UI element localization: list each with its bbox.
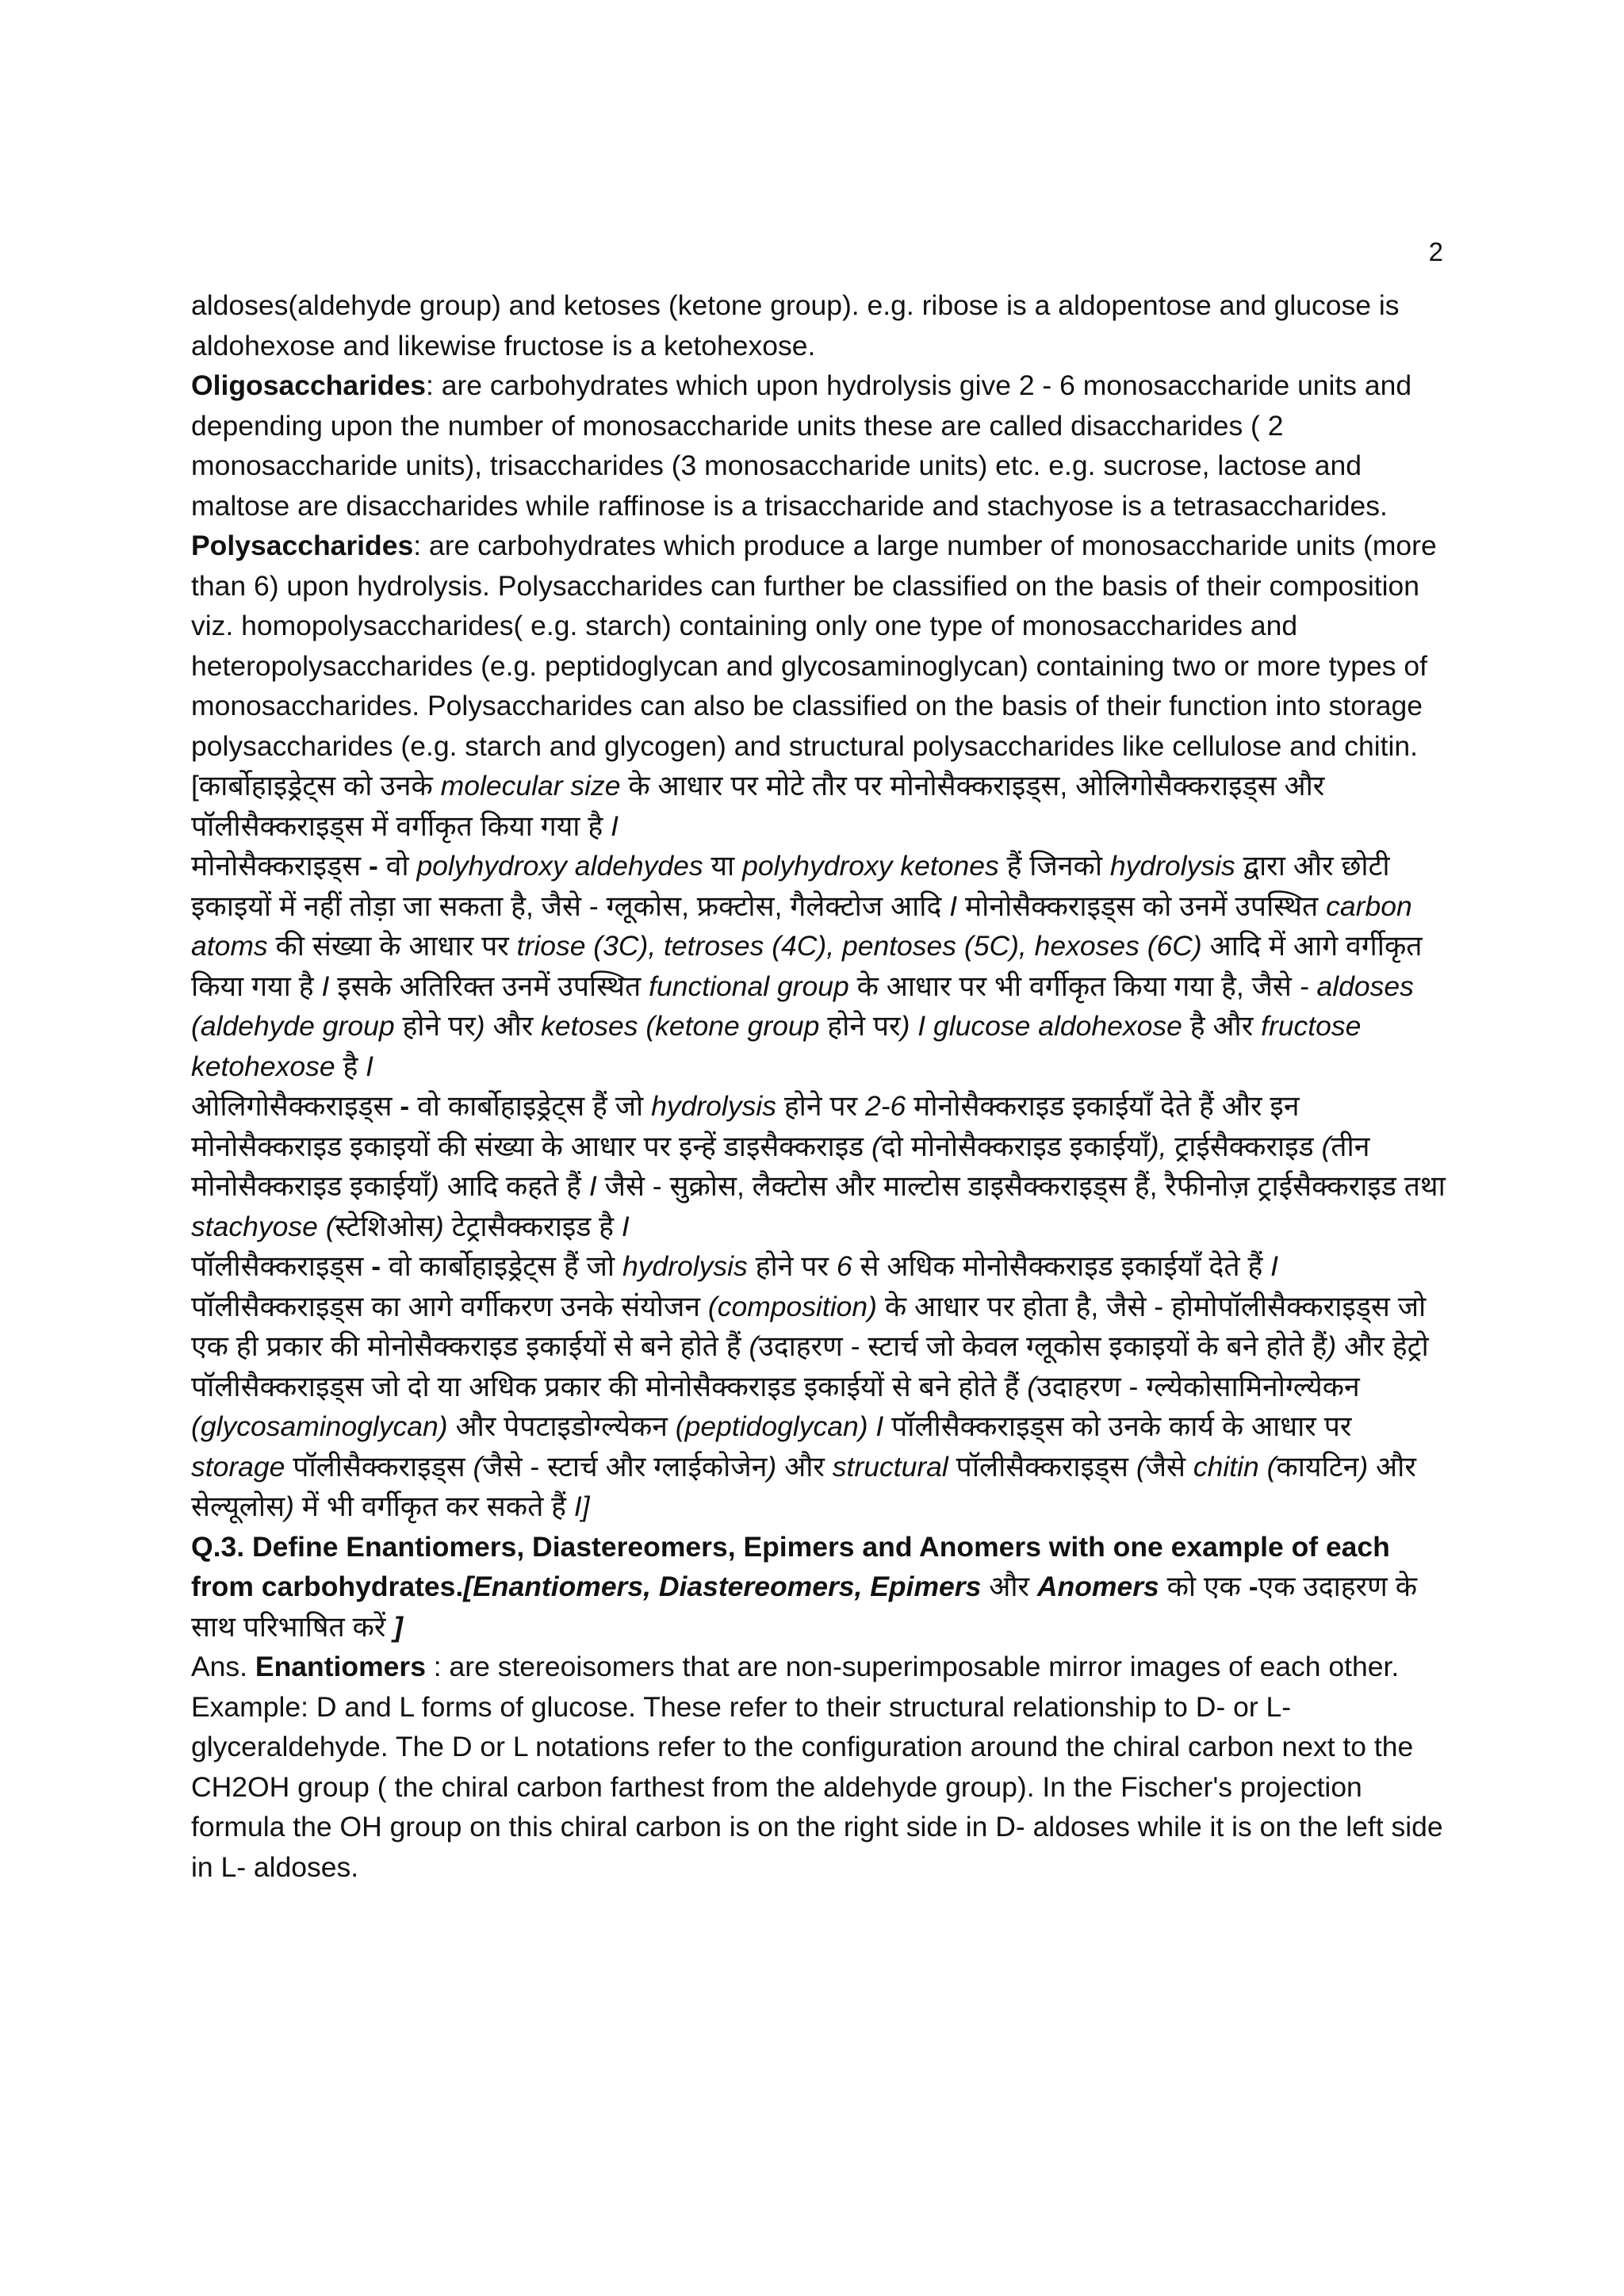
text-span: ) I glucose aldohexose (900, 1010, 1182, 1042)
text-span: पॉलीसैक्कराइड्स (948, 1450, 1136, 1483)
text-span: एक उदाहरण के साथ परिभाषित करें (191, 1571, 1417, 1643)
text-span: ) (767, 1450, 777, 1483)
text-span: ट्राईसैक्कराइड (1166, 1130, 1322, 1162)
text-span: stachyose ( (191, 1210, 335, 1242)
text-span: I (366, 1050, 374, 1082)
paragraph-monosaccharide-types (191, 285, 1452, 365)
paragraph-hindi-polysaccharides (191, 1246, 1452, 1527)
text-span: और (981, 1571, 1037, 1602)
text-span: - (400, 1090, 410, 1122)
text-span: द्वारा और छोटी इकाइयों में नहीं तोड़ा जा सकता है, जैसे - ग्लूकोस, फ्रक्टोस, गैलेक्टोज आदि (191, 850, 1390, 922)
text-span: ( (473, 1450, 483, 1483)
text-span: और (485, 1010, 542, 1042)
text-span: वो कार्बोहाइड्रेट्स हैं जो (381, 1250, 622, 1282)
text-span: और (776, 1450, 833, 1483)
text-span: polyhydroxy aldehydes (416, 850, 703, 882)
text-span: (composition) (707, 1290, 877, 1322)
text-span: की संख्या के आधार पर (267, 930, 517, 962)
text-span: जैसे (1145, 1450, 1193, 1483)
text-span: ( (871, 1130, 881, 1162)
text-span: fructose ketohexose (191, 1010, 1362, 1082)
text-span: मोनोसैक्कराइड्स (191, 850, 369, 882)
text-span: I (611, 809, 619, 842)
term-polysaccharides: Polysaccharides (191, 530, 414, 561)
text-span: - (1248, 1571, 1258, 1602)
paragraph-hindi-intro (191, 766, 1452, 846)
text-span: वो कार्बोहाइड्रेट्स हैं जो (409, 1090, 652, 1122)
text-span: मोनोसैक्कराइड इकाईयाँ देते हैं और इन मोनोसैक्कराइड इकाइयों की संख्या के आधार पर इन्हें डाइसैक्कराइड (191, 1090, 1300, 1162)
text-span: स्टेशिओस (335, 1210, 435, 1242)
text-span: के आधार पर होता है, जैसे - होमोपॉलीसैक्कराइड्स जो एक ही प्रकार की मोनोसैक्कराइड इकाईयों से बने होते हैं (191, 1290, 1427, 1362)
term-enantiomers: Enantiomers (255, 1651, 426, 1682)
text-span: ) (434, 1210, 444, 1242)
text-span: I (949, 890, 958, 922)
text-span: : are stereoisomers that are non-superimposable mirror images of each other. Example: D and L forms of glucose. These refer to their structural relationship to D- or L-glyceraldehyde. The D or L notations refer to the configuration around the chiral carbon next to the CH2OH group ( the chiral carbon farthest from the aldehyde group). In the Fischer's projection formula the OH group on this chiral carbon is on the right side in D- aldoses while it is on the left side in L- aldoses. (191, 1651, 1443, 1883)
question-text: Q.3. Define Enantiomers, Diastereomers, Epimers and Anomers with one example of each from carbohydrates. (191, 1530, 1390, 1602)
text-span: : are carbohydrates which upon hydrolysis give 2 - 6 monosaccharide units and depending upon the number of monosaccharide units these are called disaccharides ( 2 monosaccharide units), trisaccharides (3 monosaccharide units) etc. e.g. sucrose, lactose and maltose are disaccharides while raffinose is a trisaccharide and stachyose is a tetrasaccharides. (191, 369, 1412, 522)
text-span: 6 (836, 1250, 852, 1282)
text-span: और हेट्रो पॉलीसैक्कराइड्स जो दो या अधिक प्रकार की मोनोसैक्कराइड इकाईयों से बने होते हैं (191, 1330, 1429, 1402)
text-span: होने पर (776, 1090, 865, 1122)
text-span: जैसे - सुक्रोस, लैक्टोस और माल्टोस डाइसैक्कराइड्स हैं, रैफीनोज़ ट्राईसैक्कराइड तथा (596, 1170, 1446, 1202)
text-span: Anomers (1036, 1571, 1159, 1602)
text-span: I (621, 1210, 630, 1242)
text-span: ) (285, 1490, 294, 1522)
text-span: ( (749, 1330, 759, 1362)
text-span: polyhydroxy ketones (742, 850, 999, 882)
document-body (191, 285, 1452, 1887)
text-span: molecular size (440, 770, 621, 802)
text-span: : are carbohydrates which produce a large number of monosaccharide units (more than 6) upon hydrolysis. Polysaccharides can further be classified on the basis of their composition viz. homopolysaccharides( e.g. starch) containing only one type of monosaccharides and heteropolysaccharides (e.g. peptidoglycan and glycosaminoglycan) containing two or more types of monosaccharides. Polysaccharides can also be classified on the basis of their function into storage polysaccharides (e.g. starch and glycogen) and structural polysaccharides like cellulose and chitin. (191, 530, 1437, 762)
text-span: ) (430, 1170, 439, 1202)
text-span: ), (1149, 1130, 1167, 1162)
text-span: या (703, 850, 743, 882)
text-span: ) (1358, 1450, 1369, 1483)
text-span: है (335, 1050, 366, 1082)
text-span: होने पर (394, 1010, 476, 1042)
text-span: तीन मोनोसैक्कराइड इकाईयाँ (191, 1130, 1370, 1202)
text-span: होने पर (747, 1250, 837, 1282)
text-span: ( (1027, 1370, 1037, 1402)
text-span: है और (1182, 1010, 1262, 1042)
text-span: ) (1327, 1330, 1337, 1362)
text-span: और पेपटाइडोग्ल्येकन (447, 1410, 676, 1442)
text-span: कायटिन (1276, 1450, 1359, 1483)
text-span: (glycosaminoglycan) (191, 1410, 448, 1442)
answer-enantiomers (191, 1647, 1452, 1887)
text-span: ओलिगोसैक्कराइड्स (191, 1090, 400, 1122)
text-span: ( (1136, 1450, 1146, 1483)
text-span: ketoses (ketone group (541, 1010, 820, 1042)
text-span: hydrolysis (622, 1250, 748, 1282)
text-span: पॉलीसैक्कराइड्स को उनके कार्य के आधार पर (883, 1410, 1352, 1442)
text-span: storage (191, 1450, 285, 1483)
text-span: [कार्बोहाइड्रेट्स को उनके (191, 770, 441, 802)
text-span: को एक (1159, 1571, 1249, 1602)
text-span: [Enantiomers, Diastereomers, Epimers (463, 1571, 982, 1602)
text-span: aldoses(aldehyde group) and ketoses (ketone group). e.g. ribose is a aldopentose and glucose is aldohexose and likewise fructose is a ketohexose. (191, 289, 1400, 362)
text-span: (peptidoglycan) I (675, 1410, 884, 1442)
text-span: टेट्रासैक्कराइड है (443, 1210, 622, 1242)
text-span: हैं जिनको (998, 850, 1110, 882)
text-span: पॉलीसैक्कराइड्स (285, 1450, 473, 1483)
text-span: I (588, 1170, 597, 1202)
text-span: मोनोसैक्कराइड्स को उनमें उपस्थित (957, 890, 1327, 922)
text-span: पॉलीसैक्कराइड्स (191, 1250, 372, 1282)
text-span: hydrolysis (1109, 850, 1235, 882)
text-span: ) (475, 1010, 485, 1042)
text-span: से अधिक मोनोसैक्कराइड इकाईयाँ देते हैं (852, 1250, 1271, 1282)
term-oligosaccharides: Oligosaccharides (191, 369, 426, 401)
text-span: वो (377, 850, 417, 882)
question-3 (191, 1527, 1452, 1647)
text-span: ] (393, 1610, 404, 1643)
text-span: दो मोनोसैक्कराइड इकाईयाँ (880, 1130, 1150, 1162)
text-span: ( (1321, 1130, 1331, 1162)
text-span: carbon atoms (191, 890, 1412, 962)
text-span: के आधार पर भी वर्गीकृत किया गया है, जैसे (848, 970, 1300, 1002)
text-span: I (321, 970, 330, 1002)
text-span: hydrolysis (651, 1090, 776, 1122)
text-span: होने पर (819, 1010, 901, 1042)
text-span: आदि में आगे वर्गीकृत किया गया है (191, 930, 1423, 1002)
text-span: triose (3C), tetroses (4C), pentoses (5C), hexoses (6C) (516, 930, 1202, 962)
text-span: structural (832, 1450, 948, 1483)
paragraph-hindi-oligosaccharides (191, 1086, 1452, 1246)
text-span: - (371, 1250, 381, 1282)
answer-prefix: Ans. (191, 1651, 255, 1682)
text-span: आदि कहते हैं (439, 1170, 589, 1202)
text-span: chitin ( (1193, 1450, 1277, 1483)
text-span: उदाहरण - ग्ल्येकोसामिनोग्ल्येकन (1036, 1370, 1360, 1402)
text-span: I] (573, 1490, 590, 1522)
page-number: 2 (1428, 237, 1443, 266)
text-span: - (368, 850, 378, 882)
text-span: 2-6 (864, 1090, 906, 1122)
text-span: I (1270, 1250, 1279, 1282)
text-span: जैसे - स्टार्च और ग्लाईकोजेन (482, 1450, 768, 1483)
text-span: पॉलीसैक्कराइड्स का आगे वर्गीकरण उनके संयोजन (191, 1290, 708, 1322)
text-span: और सेल्यूलोस (191, 1450, 1416, 1522)
paragraph-oligosaccharides (191, 365, 1452, 526)
text-span: उदाहरण - स्टार्च जो केवल ग्लूकोस इकाइयों के बने होते हैं (758, 1330, 1327, 1362)
paragraph-polysaccharides (191, 526, 1452, 766)
text-span: - aldoses (aldehyde group (191, 970, 1414, 1042)
text-span: इसके अतिरिक्त उनमें उपस्थित (329, 970, 649, 1002)
text-span: functional group (649, 970, 849, 1002)
text-span: में भी वर्गीकृत कर सकते हैं (293, 1490, 574, 1522)
text-span: के आधार पर मोटे तौर पर मोनोसैक्कराइड्स, ओलिगोसैक्कराइड्स और पॉलीसैक्कराइड्स में वर्गीकृत किया गया है (191, 770, 1325, 842)
paragraph-hindi-monosaccharides (191, 846, 1452, 1086)
